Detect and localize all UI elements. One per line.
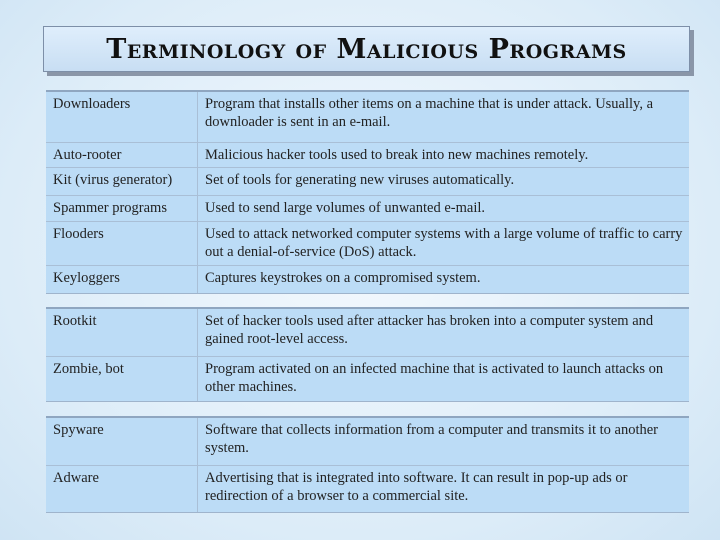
definition-cell: Program activated on an infected machine that is activated to launch attacks on other machines. bbox=[205, 361, 664, 395]
definition-cell: Used to attack networked computer systems with a large volume of traffic to carry out a denial-of-service (DoS) attack. bbox=[205, 226, 683, 260]
page-title: Terminology of Malicious Programs bbox=[106, 33, 627, 65]
definition-cell: Program that installs other items on a machine that is under attack. Usually, a downloader is sent in an e-mail. bbox=[205, 96, 654, 130]
table-row bbox=[46, 466, 689, 512]
term-cell: Rootkit bbox=[46, 309, 198, 356]
term-cell: Adware bbox=[46, 466, 198, 512]
table-row bbox=[46, 309, 689, 357]
definition-cell: Malicious hacker tools used to break into new machines remotely. bbox=[205, 147, 589, 163]
terminology-table-group-2 bbox=[46, 307, 689, 402]
table-row bbox=[46, 92, 689, 143]
table-row bbox=[46, 168, 689, 196]
term-cell: Zombie, bot bbox=[46, 357, 198, 401]
table-row bbox=[46, 266, 689, 293]
table-row bbox=[46, 357, 689, 401]
term-cell: Flooders bbox=[46, 222, 198, 265]
table-row bbox=[46, 222, 689, 266]
term-cell: Spyware bbox=[46, 418, 198, 465]
definition-cell: Set of tools for generating new viruses automatically. bbox=[205, 172, 515, 188]
table-row bbox=[46, 196, 689, 222]
table-row bbox=[46, 143, 689, 168]
term-cell: Kit (virus generator) bbox=[46, 168, 198, 195]
definition-cell: Captures keystrokes on a compromised system. bbox=[205, 270, 481, 286]
term-cell: Auto-rooter bbox=[46, 143, 198, 167]
term-cell: Downloaders bbox=[46, 92, 198, 142]
definition-cell: Used to send large volumes of unwanted e-mail. bbox=[205, 200, 485, 216]
title-bar bbox=[43, 26, 690, 72]
terminology-table-group-1 bbox=[46, 90, 689, 294]
term-cell: Keyloggers bbox=[46, 266, 198, 293]
definition-cell: Set of hacker tools used after attacker has broken into a computer system and gained root-level access. bbox=[205, 313, 654, 347]
table-row bbox=[46, 418, 689, 466]
definition-cell: Software that collects information from a computer and transmits it to another system. bbox=[205, 422, 658, 456]
term-cell: Spammer programs bbox=[46, 196, 198, 221]
definition-cell: Advertising that is integrated into software. It can result in pop-up ads or redirection of a browser to a commercial site. bbox=[205, 470, 628, 504]
terminology-table-group-3 bbox=[46, 416, 689, 513]
